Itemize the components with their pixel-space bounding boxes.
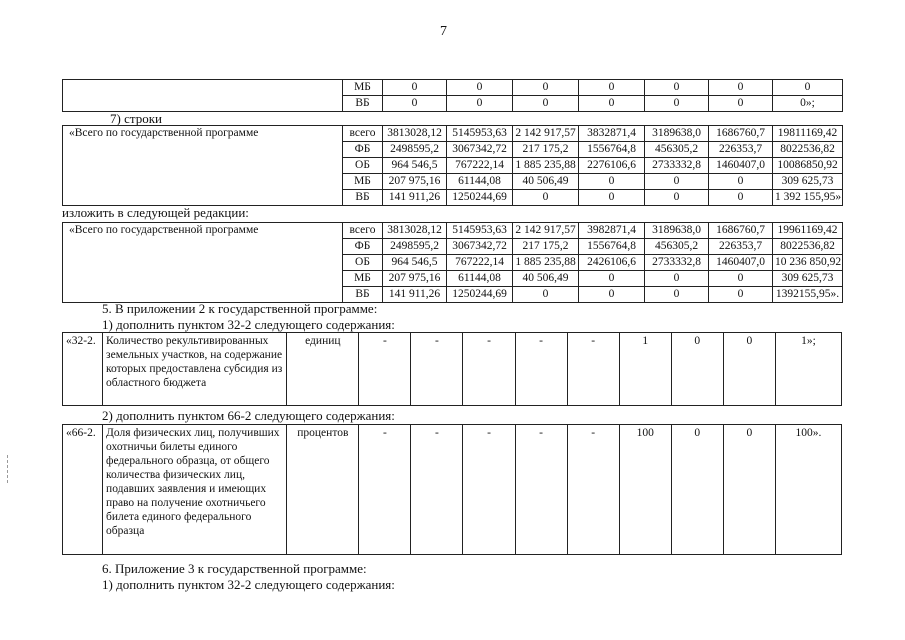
value-cell: 3982871,4: [579, 223, 645, 239]
value-cell: 0: [513, 190, 579, 206]
instruction-text: 2) дополнить пунктом 66-2 следующего содержания:: [102, 408, 395, 423]
value-cell: 207 975,16: [383, 174, 447, 190]
value-cell: 1392155,95».: [773, 287, 843, 303]
section-heading: 5. В приложении 2 к государственной программе:: [102, 301, 378, 316]
value-cell: 0: [513, 287, 579, 303]
margin-mark: [7, 455, 9, 483]
value-cell: 1250244,69: [447, 287, 513, 303]
value-cell: -: [411, 333, 463, 406]
value-cell: 0: [447, 96, 513, 112]
value-cell: 1460407,0: [709, 255, 773, 271]
table-row: [63, 223, 843, 239]
value-cell: 2733332,8: [645, 158, 709, 174]
value-cell: -: [515, 425, 567, 555]
budget-table-new: [62, 222, 843, 303]
value-cell: 0: [723, 425, 775, 555]
value-cell: 226353,7: [709, 239, 773, 255]
value-cell: 217 175,2: [513, 239, 579, 255]
value-cell: 1»;: [775, 333, 841, 406]
value-cell: 0: [645, 174, 709, 190]
value-cell: 226353,7: [709, 142, 773, 158]
program-name-cell: «Всего по государственной программе: [63, 126, 343, 206]
source-cell: ВБ: [343, 287, 383, 303]
value-cell: 3189638,0: [645, 223, 709, 239]
value-cell: 1 885 235,88: [513, 158, 579, 174]
value-cell: 1460407,0: [709, 158, 773, 174]
value-cell: 1250244,69: [447, 190, 513, 206]
value-cell: 0: [709, 287, 773, 303]
instruction-text: 1) дополнить пунктом 32-2 следующего содержания:: [102, 577, 395, 592]
value-cell: 0: [773, 80, 843, 96]
instruction-text: 1) дополнить пунктом 32-2 следующего содержания:: [102, 317, 395, 332]
value-cell: 0: [709, 80, 773, 96]
value-cell: 10 236 850,92: [773, 255, 843, 271]
section-heading: 7) строки: [110, 111, 162, 126]
value-cell: 309 625,73: [773, 174, 843, 190]
value-cell: 309 625,73: [773, 271, 843, 287]
value-cell: 0: [579, 96, 645, 112]
value-cell: 1 885 235,88: [513, 255, 579, 271]
unit-cell: единиц: [287, 333, 359, 406]
value-cell: 0: [383, 96, 447, 112]
indicator-table-32-2: [62, 332, 842, 406]
instruction-text: изложить в следующей редакции:: [62, 205, 249, 220]
value-cell: 0: [645, 80, 709, 96]
table-row: [63, 425, 842, 555]
value-cell: 10086850,92: [773, 158, 843, 174]
budget-table-old: [62, 125, 843, 206]
source-cell: всего: [343, 223, 383, 239]
value-cell: -: [463, 333, 515, 406]
value-cell: 767222,14: [447, 255, 513, 271]
value-cell: 964 546,5: [383, 255, 447, 271]
value-cell: 0: [513, 80, 579, 96]
unit-cell: процентов: [287, 425, 359, 555]
value-cell: 1: [619, 333, 671, 406]
value-cell: 1556764,8: [579, 142, 645, 158]
indicator-label: Количество рекультивированных земельных участков, на содержание которых предоставлена субсидия из областного бюджета: [103, 333, 287, 406]
value-cell: -: [359, 333, 411, 406]
value-cell: 0: [709, 271, 773, 287]
value-cell: -: [411, 425, 463, 555]
value-cell: 61144,08: [447, 174, 513, 190]
value-cell: -: [567, 333, 619, 406]
value-cell: 0: [645, 271, 709, 287]
value-cell: 2426106,6: [579, 255, 645, 271]
source-cell: ОБ: [343, 255, 383, 271]
source-cell: ВБ: [343, 190, 383, 206]
value-cell: 100: [619, 425, 671, 555]
value-cell: 0: [709, 190, 773, 206]
value-cell: -: [359, 425, 411, 555]
value-cell: 767222,14: [447, 158, 513, 174]
value-cell: 61144,08: [447, 271, 513, 287]
value-cell: 141 911,26: [383, 287, 447, 303]
item-number: «66-2.: [63, 425, 103, 555]
value-cell: 207 975,16: [383, 271, 447, 287]
value-cell: -: [515, 333, 567, 406]
value-cell: 3832871,4: [579, 126, 645, 142]
value-cell: 2498595,2: [383, 239, 447, 255]
value-cell: 0: [709, 96, 773, 112]
table-row: [63, 126, 843, 142]
source-cell: МБ: [343, 271, 383, 287]
value-cell: 1686760,7: [709, 223, 773, 239]
source-cell: МБ: [343, 80, 383, 96]
source-cell: ОБ: [343, 158, 383, 174]
value-cell: 0: [447, 80, 513, 96]
source-cell: ФБ: [343, 239, 383, 255]
table-row: [63, 80, 843, 96]
value-cell: 0: [723, 333, 775, 406]
value-cell: 0»;: [773, 96, 843, 112]
value-cell: 456305,2: [645, 239, 709, 255]
value-cell: 8022536,82: [773, 239, 843, 255]
table-row: [63, 333, 842, 406]
page-number: 7: [440, 24, 447, 39]
value-cell: 19961169,42: [773, 223, 843, 239]
value-cell: 5145953,63: [447, 126, 513, 142]
value-cell: 217 175,2: [513, 142, 579, 158]
source-cell: ВБ: [343, 96, 383, 112]
value-cell: 5145953,63: [447, 223, 513, 239]
budget-table-continuation: [62, 79, 843, 112]
value-cell: 100».: [775, 425, 841, 555]
value-cell: -: [567, 425, 619, 555]
value-cell: 3813028,12: [383, 223, 447, 239]
value-cell: 1556764,8: [579, 239, 645, 255]
value-cell: 0: [671, 333, 723, 406]
program-name-cell: «Всего по государственной программе: [63, 223, 343, 303]
value-cell: 2 142 917,57: [513, 223, 579, 239]
value-cell: 456305,2: [645, 142, 709, 158]
value-cell: 0: [579, 271, 645, 287]
value-cell: 1 392 155,95»: [773, 190, 843, 206]
value-cell: 1686760,7: [709, 126, 773, 142]
value-cell: 0: [709, 174, 773, 190]
blank-cell: [63, 80, 343, 112]
value-cell: 3067342,72: [447, 239, 513, 255]
value-cell: 0: [579, 80, 645, 96]
source-cell: ФБ: [343, 142, 383, 158]
source-cell: МБ: [343, 174, 383, 190]
indicator-label: Доля физических лиц, получивших охотничьи билеты единого федерального образца, от общего количества физических лиц, подавших заявления и имеющих право на получение охотничьего билета единого федерального образца: [103, 425, 287, 555]
value-cell: 0: [383, 80, 447, 96]
value-cell: 0: [645, 287, 709, 303]
value-cell: 3189638,0: [645, 126, 709, 142]
value-cell: 8022536,82: [773, 142, 843, 158]
value-cell: 2733332,8: [645, 255, 709, 271]
value-cell: 40 506,49: [513, 271, 579, 287]
value-cell: 964 546,5: [383, 158, 447, 174]
value-cell: 0: [645, 96, 709, 112]
value-cell: 0: [513, 96, 579, 112]
value-cell: 0: [579, 174, 645, 190]
value-cell: 141 911,26: [383, 190, 447, 206]
value-cell: -: [463, 425, 515, 555]
value-cell: 2 142 917,57: [513, 126, 579, 142]
indicator-table-66-2: [62, 424, 842, 555]
value-cell: 3813028,12: [383, 126, 447, 142]
value-cell: 19811169,42: [773, 126, 843, 142]
source-cell: всего: [343, 126, 383, 142]
value-cell: 3067342,72: [447, 142, 513, 158]
value-cell: 2276106,6: [579, 158, 645, 174]
value-cell: 40 506,49: [513, 174, 579, 190]
section-heading: 6. Приложение 3 к государственной программе:: [102, 561, 367, 576]
value-cell: 0: [645, 190, 709, 206]
value-cell: 2498595,2: [383, 142, 447, 158]
value-cell: 0: [579, 190, 645, 206]
item-number: «32-2.: [63, 333, 103, 406]
value-cell: 0: [579, 287, 645, 303]
value-cell: 0: [671, 425, 723, 555]
